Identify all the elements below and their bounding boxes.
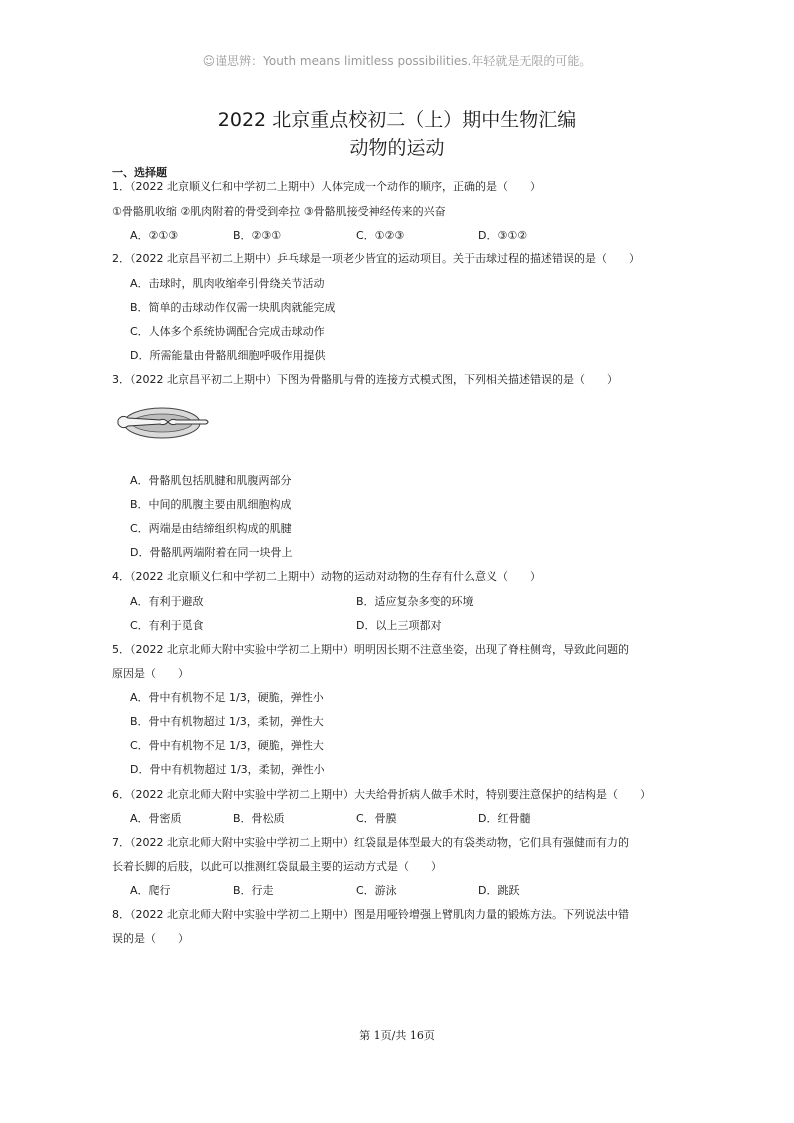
question-2-option-c: C．人体多个系统协调配合完成击球动作	[130, 325, 325, 338]
question-5-option-b: B．骨中有机物超过 1/3，柔韧，弹性大	[130, 715, 324, 728]
question-6-option-a: A．骨密质	[130, 812, 182, 825]
watermark: ☺谨思辨：Youth means limitless possibilities.年轻就是无限的可能。	[202, 54, 592, 68]
question-8-stem-cont: 误的是（ ）	[112, 932, 189, 945]
question-7-stem-cont: 长着长脚的后肢，以此可以推测红袋鼠最主要的运动方式是（ ）	[112, 860, 442, 873]
question-7-option-a: A．爬行	[130, 884, 171, 897]
question-1-option-b: B．②③①	[233, 229, 282, 242]
title-line-2: 动物的运动	[349, 137, 445, 159]
question-8-stem: 8．（2022 北京北师大附中实验中学初二上期中）图是用哑铃增强上臂肌肉力量的锻炼方法。下列说法中错	[112, 908, 629, 921]
question-6-option-d: D．红骨髓	[478, 812, 531, 825]
question-5-option-c: C．骨中有机物不足 1/3，硬脆，弹性大	[130, 739, 324, 752]
question-6-stem: 6．（2022 北京北师大附中实验中学初二上期中）大夫给骨折病人做手术时，特别要注意保护的结构是（ ）	[112, 788, 651, 801]
question-3-option-a: A．骨骼肌包括肌腱和肌腹两部分	[130, 474, 292, 487]
question-7-option-c: C．游泳	[356, 884, 397, 897]
question-4-stem: 4．（2022 北京顺义仁和中学初二上期中）动物的运动对动物的生存有什么意义（ ）	[112, 570, 541, 583]
question-4-option-c: C．有利于觅食	[130, 619, 204, 632]
page-title	[0, 106, 794, 162]
question-5-option-d: D．骨中有机物超过 1/3，柔韧，弹性小	[130, 763, 325, 776]
question-1-option-d: D．③①②	[478, 229, 528, 242]
question-2-stem: 2．（2022 北京昌平初二上期中）乒乓球是一项老少皆宜的运动项目。关于击球过程的描述错误的是（ ）	[112, 252, 640, 265]
question-7-stem: 7．（2022 北京北师大附中实验中学初二上期中）红袋鼠是体型最大的有袋类动物，它们具有强健而有力的	[112, 836, 629, 849]
question-4-option-d: D．以上三项都对	[356, 619, 442, 632]
question-4-option-b: B．适应复杂多变的环境	[356, 595, 474, 608]
question-2-option-d: D．所需能量由骨骼肌细胞呼吸作用提供	[130, 349, 326, 362]
question-5-stem: 5．（2022 北京北师大附中实验中学初二上期中）明明因长期不注意坐姿，出现了脊柱侧弯，导致此问题的	[112, 643, 629, 656]
question-7-option-d: D．跳跃	[478, 884, 520, 897]
section-heading: 一、选择题	[112, 166, 167, 179]
muscle-bone-diagram	[112, 400, 212, 446]
question-7-option-b: B．行走	[233, 884, 274, 897]
page-footer: 第 1页/共 16页	[359, 1029, 435, 1042]
question-2-option-a: A．击球时，肌肉收缩牵引骨绕关节活动	[130, 277, 325, 290]
question-3-stem: 3．（2022 北京昌平初二上期中）下图为骨骼肌与骨的连接方式模式图，下列相关描述错误的是（ ）	[112, 373, 618, 386]
question-3-option-c: C．两端是由结缔组织构成的肌腱	[130, 522, 292, 535]
question-5-option-a: A．骨中有机物不足 1/3，硬脆，弹性小	[130, 691, 324, 704]
question-1-steps: ①骨骼肌收缩 ②肌肉附着的骨受到牵拉 ③骨骼肌接受神经传来的兴奋	[112, 205, 446, 218]
question-6-option-b: B．骨松质	[233, 812, 285, 825]
question-1-stem: 1．（2022 北京顺义仁和中学初二上期中）人体完成一个动作的顺序，正确的是（ ）	[112, 180, 541, 193]
question-5-stem-cont: 原因是（ ）	[112, 667, 189, 680]
question-1-option-a: A．②①③	[130, 229, 179, 242]
question-2-option-b: B．简单的击球动作仅需一块肌肉就能完成	[130, 301, 336, 314]
title-line-1: 2022 北京重点校初二（上）期中生物汇编	[217, 109, 577, 131]
question-1-option-c: C．①②③	[356, 229, 405, 242]
question-4-option-a: A．有利于避敌	[130, 595, 204, 608]
question-3-option-b: B．中间的肌腹主要由肌细胞构成	[130, 498, 292, 511]
question-6-option-c: C．骨膜	[356, 812, 397, 825]
question-3-option-d: D．骨骼肌两端附着在同一块骨上	[130, 546, 293, 559]
